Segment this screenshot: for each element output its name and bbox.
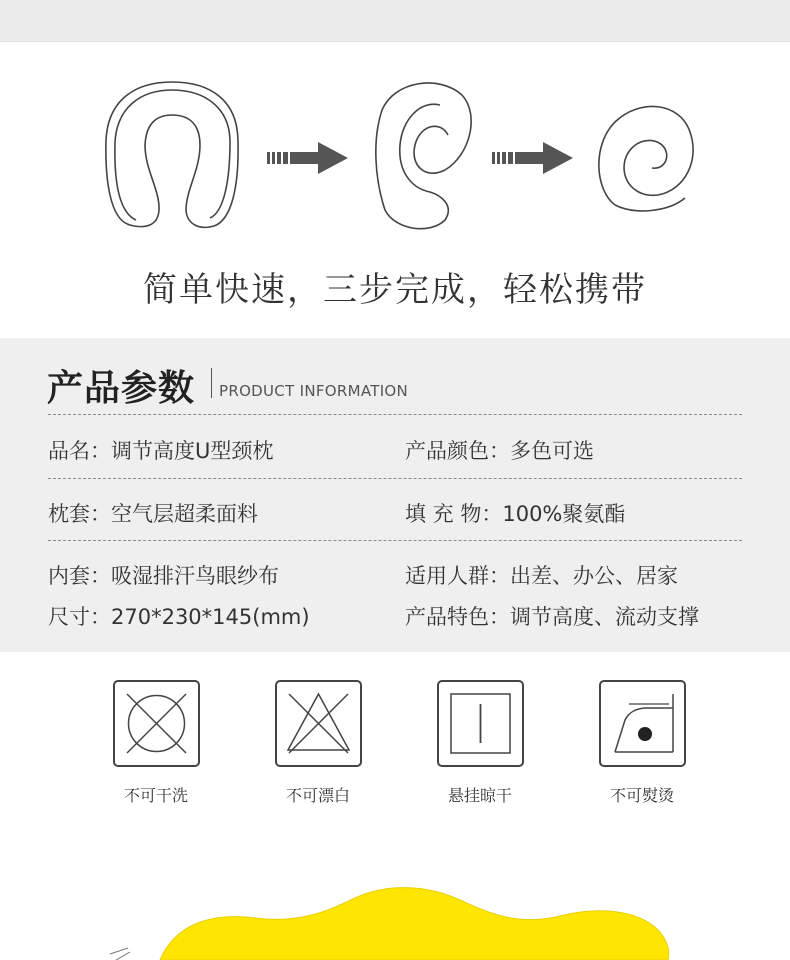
param-inner: 内套：吸湿排汗鸟眼纱布	[48, 564, 279, 588]
tagline: 简单快速，三步完成，轻松携带	[143, 270, 647, 310]
care-item-no-dry-clean	[86, 680, 226, 806]
param-size: 尺寸：270*230*145(mm)	[48, 605, 310, 629]
param-filling: 填 充 物：100%聚氨酯	[405, 502, 626, 526]
line-dry-icon	[437, 680, 524, 767]
rolled-pillow-icon	[599, 106, 693, 210]
care-label: 悬挂晾干	[447, 786, 512, 805]
param-cover: 枕套：空气层超柔面料	[48, 502, 258, 526]
care-item-line-dry	[410, 680, 550, 806]
no-bleach-icon	[275, 680, 362, 767]
dashed-divider	[48, 414, 742, 415]
care-instructions	[0, 680, 790, 810]
param-feature: 产品特色：调节高度、流动支撑	[405, 605, 699, 629]
title-divider	[211, 368, 212, 398]
param-row	[0, 601, 790, 631]
arrow-right-icon	[267, 142, 348, 174]
product-parameters-panel	[0, 338, 790, 652]
no-dry-clean-icon	[113, 680, 200, 767]
care-label: 不可漂白	[285, 786, 350, 805]
care-item-no-bleach	[248, 680, 388, 806]
arrow-right-icon	[492, 142, 573, 174]
param-row	[0, 435, 790, 465]
param-color: 产品颜色：多色可选	[405, 439, 594, 463]
param-name: 品名：调节高度U型颈枕	[48, 439, 274, 463]
params-title: 产品参数	[47, 368, 196, 409]
care-label: 不可干洗	[123, 786, 188, 805]
param-row	[0, 498, 790, 528]
params-subtitle: PRODUCT INFORMATION	[219, 382, 409, 400]
care-label: 不可熨烫	[609, 786, 674, 805]
param-audience: 适用人群：出差、办公、居家	[405, 564, 678, 588]
folding-steps-illustration	[0, 60, 790, 250]
top-band	[0, 0, 790, 42]
u-pillow-icon	[106, 82, 238, 227]
dashed-divider	[48, 478, 742, 479]
yellow-pillow-image	[0, 870, 790, 960]
care-item-no-iron	[572, 680, 712, 806]
no-iron-icon	[599, 680, 686, 767]
dashed-divider	[48, 540, 742, 541]
half-folded-pillow-icon	[376, 83, 471, 229]
param-row	[0, 560, 790, 590]
